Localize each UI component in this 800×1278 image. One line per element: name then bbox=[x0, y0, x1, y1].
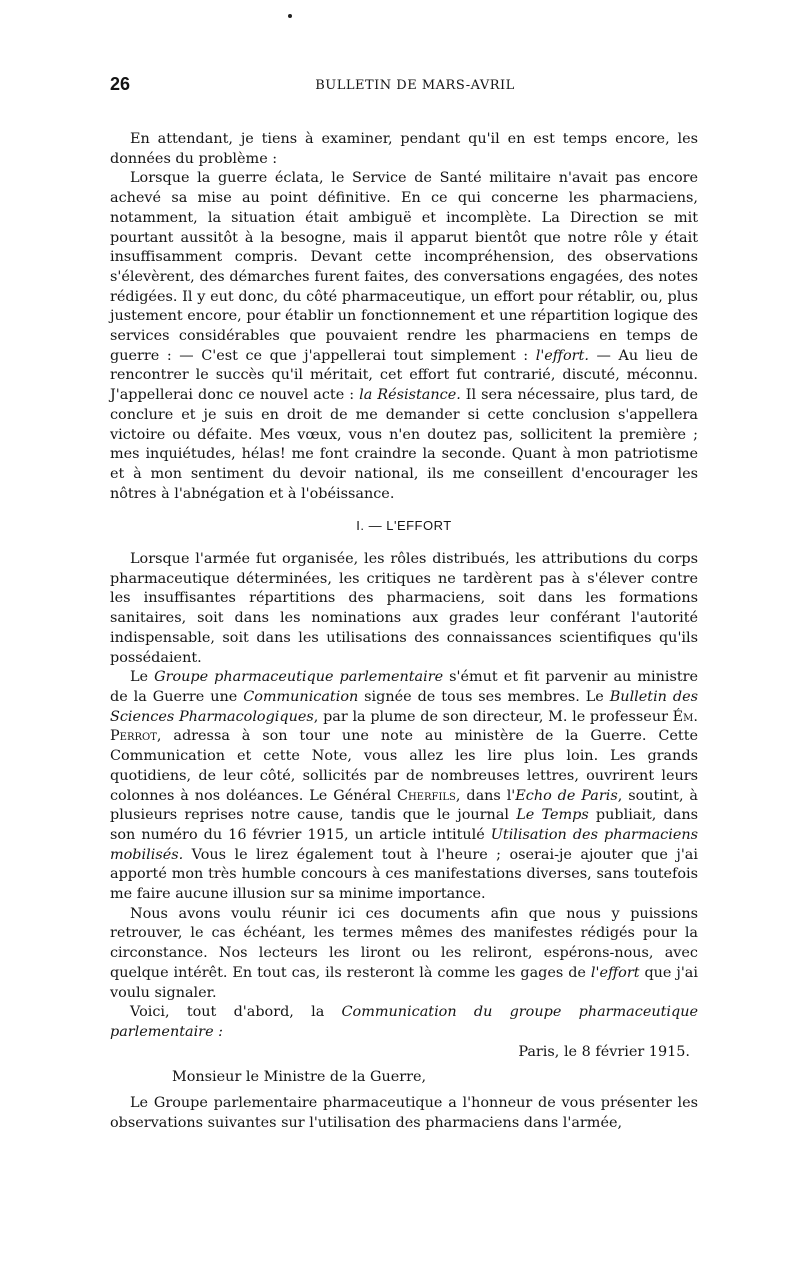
intro-paragraph-2 bbox=[110, 169, 698, 504]
intro-p2-resistance: la Résistance. bbox=[359, 387, 461, 404]
page-number: 26 bbox=[110, 74, 131, 94]
section-p2-echo: Echo de Paris bbox=[515, 787, 618, 804]
intro-p2-text-c: Il sera nécessaire, plus tard, de conclure et je suis en droit de me demander si cette conclusion s'appellera victoire ou défaite. Mes vœux, vous n'en doutez pas, sollicitent la première ; mes inquiétudes, hélas! me font craindre la seconde. Quant à mon patriotisme et à mon sentiment du devoir national, ils me conseillent d'encourager les nôtres à l'abnégation et à l'obéissance. bbox=[110, 387, 698, 502]
section-p2-text-e: , adressa à son tour une note au ministère de la Guerre. Cette Communication et cette Note, vous allez les lire plus loin. Les grands quotidiens, de leur côté, sollicités par de nombreuses lettres, ouvrirent leurs colonnes à nos doléances. Le Général bbox=[110, 728, 698, 804]
section-p2-utilisation: Utilisation des pharmaciens mobilisés. bbox=[110, 826, 698, 863]
section-p2-text-a: Le bbox=[130, 669, 155, 686]
section-p2-text-b: s'émut et fit parvenir au ministre de la Guerre une bbox=[110, 669, 699, 705]
section-p3-effort: l'effort bbox=[590, 964, 640, 981]
intro-paragraph-1 bbox=[110, 130, 698, 169]
section-p2-text-c: signée de tous ses membres. Le bbox=[358, 688, 610, 705]
intro-p2-effort: l'effort. bbox=[535, 347, 589, 364]
section-paragraph-4 bbox=[110, 1003, 698, 1042]
letter-date: Paris, le 8 février 1915. bbox=[518, 1043, 690, 1060]
intro-p2-text-a: Lorsque la guerre éclata, le Service de Santé militaire n'avait pas encore achevé sa mise au point définitive. En ce qui concerne les pharmaciens, notamment, la situation était ambiguë et incomplète. La Direction se mit pourtant aussitôt à la besogne, mais il apparut bientôt que notre rôle y était insuffisamment compris. Devant cette incompréhension, des observations s'élevèrent, des démarches furent faites, des conversations engagées, des notes rédigées. Il y eut donc, du côté pharmaceutique, un effort pour rétablir, ou, plus justement encore, pour établir un fonctionnement et une répartition logique des services considérables que pouvaient rendre les pharmaciens en temps de guerre : — C'est ce que j'appellerai tout simplement : bbox=[110, 170, 698, 364]
section-p2-bulletin: Bulletin des Sciences Pharmacologiques bbox=[110, 688, 698, 725]
section-paragraph-2 bbox=[110, 668, 698, 904]
page-content bbox=[110, 72, 698, 1262]
section-p2-perrot: Ém. Perrot bbox=[110, 708, 698, 745]
section-p3-text-b: que j'ai voulu signaler. bbox=[110, 964, 698, 1001]
section-p2-text-g: , soutint, à plusieurs reprises notre cause, tandis que le journal bbox=[110, 787, 699, 824]
scan-speck bbox=[288, 14, 292, 18]
section-p2-text-h: publiait, dans son numéro du 16 février 1915, un article intitulé bbox=[110, 807, 699, 843]
section-paragraph-3 bbox=[110, 905, 698, 1004]
body-text bbox=[110, 130, 698, 1133]
letter-p1-text: Le Groupe parlementaire pharmaceutique a l'honneur de vous présenter les observations suivantes sur l'utilisation des pharmaciens dans l'armée, bbox=[110, 1095, 698, 1131]
intro-p1-text: En attendant, je tiens à examiner, pendant qu'il en est temps encore, les données du problème : bbox=[110, 131, 698, 167]
intro-p2-text-b: — Au lieu de rencontrer le succès qu'il méritait, cet effort fut contrarié, discuté, méconnu. J'appellerai donc ce nouvel acte : bbox=[110, 347, 698, 404]
section-p1-text: Lorsque l'armée fut organisée, les rôles distribués, les attributions du corps pharmaceutique déterminées, les critiques ne tardèrent pas à s'élever contre les insuffisantes répartitions des pharmaciens, soit dans les formations sanitaires, soit dans les nominations aux grades leur conférant l'autorité indispensable, soit dans les utilisations des connaissances scientifiques qu'ils possédaient. bbox=[110, 551, 698, 666]
section-p2-text-f: , dans l' bbox=[455, 787, 516, 804]
section-p4-text-a: Voici, tout d'abord, la bbox=[130, 1004, 342, 1021]
section-p4-communication: Communication du groupe pharmaceutique parlementaire : bbox=[110, 1004, 698, 1040]
section-p2-groupe: Groupe pharmaceutique parlementaire bbox=[154, 669, 444, 686]
section-p3-text-a: Nous avons voulu réunir ici ces documents afin que nous y puissions retrouver, le cas échéant, les termes mêmes des manifestes rédigés pour la circonstance. Nos lecteurs les liront ou les reliront, espérons-nous, avec quelque intérêt. En tout cas, ils resteront là comme les gages de bbox=[110, 905, 698, 981]
section-p2-temps: Le Temps bbox=[516, 807, 589, 824]
section-paragraph-1 bbox=[110, 550, 698, 668]
section-heading: I. — L'EFFORT bbox=[356, 518, 452, 534]
section-p2-communication: Communication bbox=[243, 688, 359, 705]
letter-paragraph-1 bbox=[110, 1094, 698, 1133]
section-p2-text-d: , par la plume de son directeur, M. le professeur bbox=[313, 708, 673, 725]
running-head bbox=[110, 72, 698, 100]
section-p2-cherfils: Cherfils bbox=[396, 787, 456, 804]
section-p2-text-i: Vous le lirez également tout à l'heure ; oserai-je ajouter que j'ai apporté mon très humble concours à ces manifestations diverses, sans toutefois me faire aucune illusion sur sa minime importance. bbox=[110, 846, 698, 903]
running-title: BULLETIN DE MARS-AVRIL bbox=[315, 78, 515, 93]
letter-salutation: Monsieur le Ministre de la Guerre, bbox=[172, 1069, 427, 1086]
